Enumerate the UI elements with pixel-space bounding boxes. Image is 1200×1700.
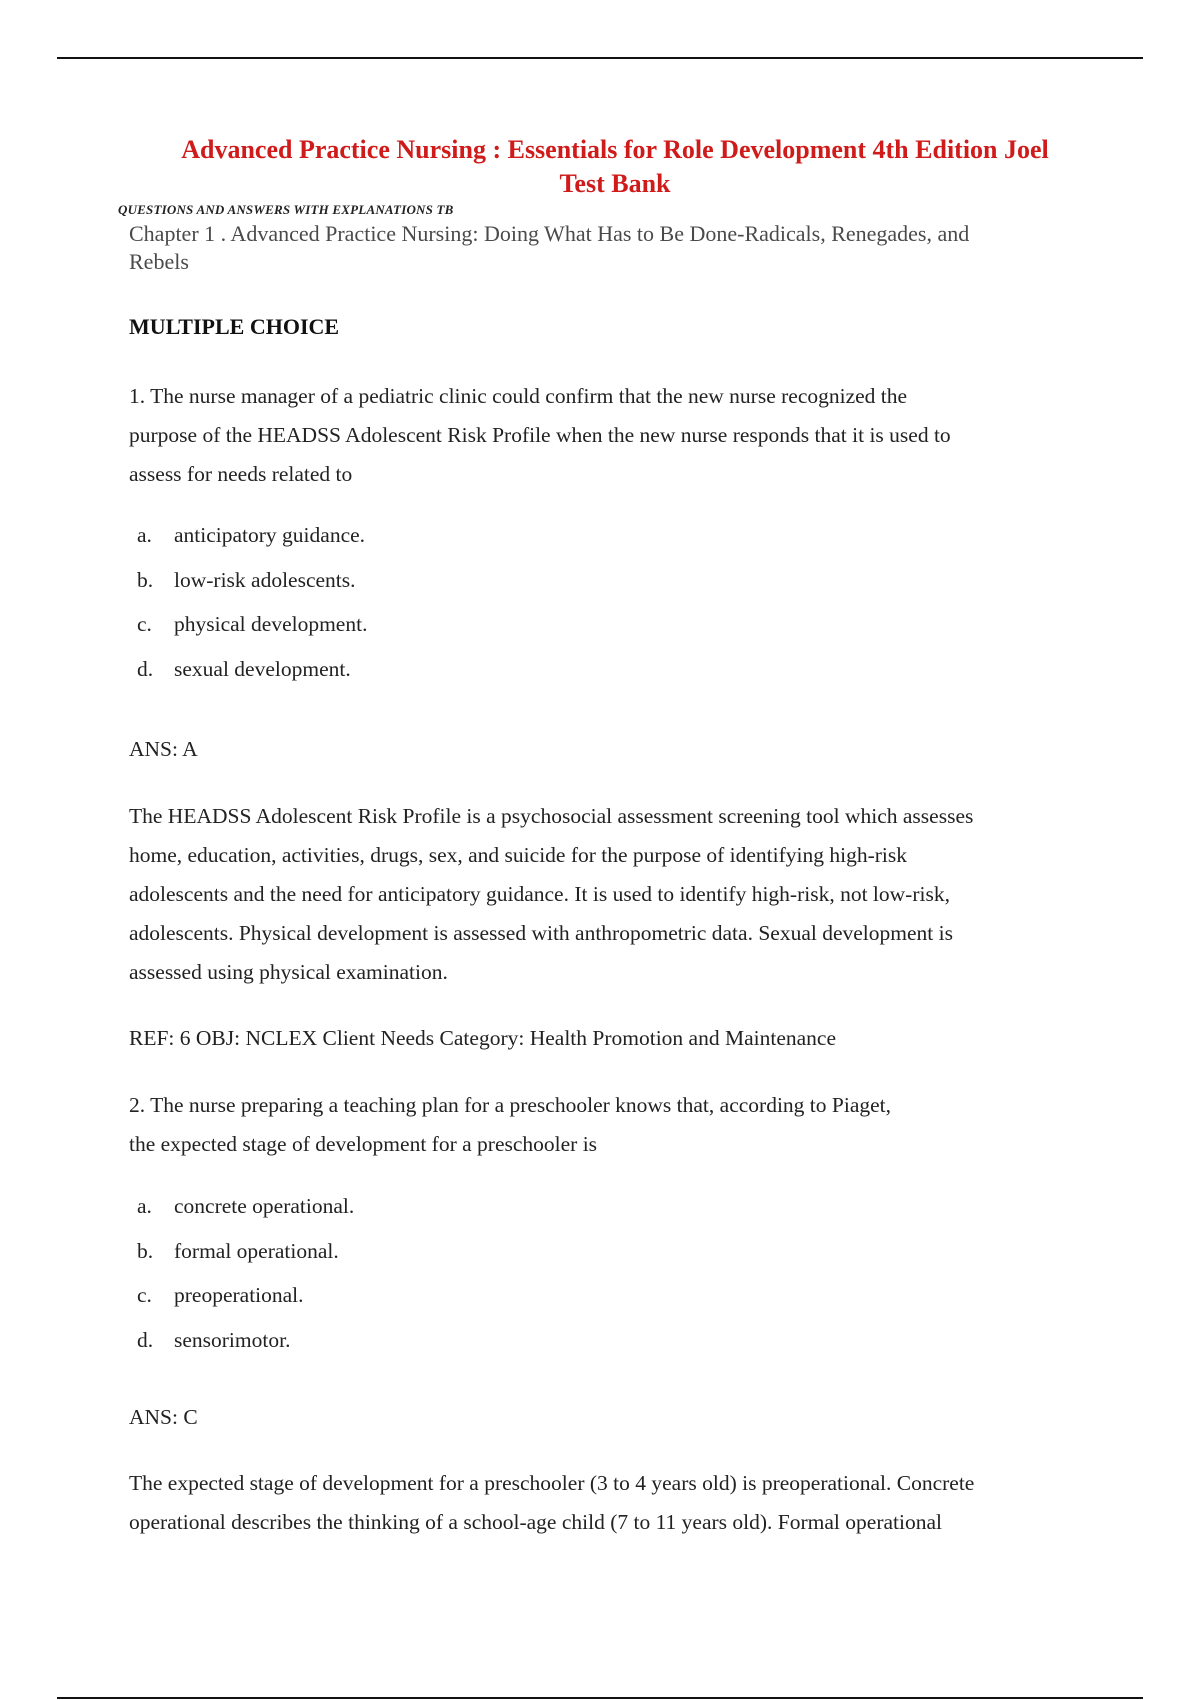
option-text: formal operational. <box>174 1238 339 1263</box>
option-letter: a. <box>137 523 152 547</box>
option-text: concrete operational. <box>174 1194 355 1218</box>
explanation-line: adolescents and the need for anticipatory guidance. It is used to identify high-risk, not low-risk, <box>129 882 950 906</box>
question-stem-line: 2. The nurse preparing a teaching plan for a preschooler knows that, according to Piaget, <box>129 1093 892 1117</box>
option-text: sexual development. <box>174 656 351 681</box>
question-2-explanation <box>129 1464 1099 1542</box>
chapter-line-2: Rebels <box>129 249 189 274</box>
document-subtitle: QUESTIONS AND ANSWERS WITH EXPLANATIONS TB <box>118 202 454 217</box>
question-1-reference: REF: 6 OBJ: NCLEX Client Needs Category: Health Promotion and Maintenance <box>129 1026 837 1050</box>
option-letter: a. <box>137 1194 152 1218</box>
document-title <box>120 133 1110 201</box>
explanation-line: The HEADSS Adolescent Risk Profile is a psychosocial assessment screening tool which assesses <box>129 804 974 828</box>
title-line-1: Advanced Practice Nursing : Essentials for Role Development 4th Edition Joel <box>181 135 1049 164</box>
answer-option <box>137 523 367 548</box>
top-rule <box>57 57 1143 59</box>
explanation-line: adolescents. Physical development is assessed with anthropometric data. Sexual development is <box>129 921 953 945</box>
question-stem-line: the expected stage of development for a preschooler is <box>129 1132 598 1156</box>
question-1-options <box>137 523 367 701</box>
question-1-stem <box>129 377 1099 494</box>
answer-option <box>137 657 367 682</box>
answer-option <box>137 1283 354 1308</box>
question-1-answer: ANS: A <box>129 737 198 761</box>
option-text: low-risk adolescents. <box>174 567 356 592</box>
option-text: physical development. <box>174 612 368 636</box>
explanation-line: home, education, activities, drugs, sex, and suicide for the purpose of identifying high-risk <box>129 843 907 867</box>
chapter-heading <box>129 220 1069 276</box>
option-text: anticipatory guidance. <box>174 523 366 547</box>
option-letter: d. <box>137 656 154 681</box>
explanation-line: operational describes the thinking of a school-age child (7 to 11 years old). Formal operational <box>129 1510 942 1534</box>
option-letter: b. <box>137 1238 154 1263</box>
answer-option <box>137 1328 354 1353</box>
answer-option <box>137 568 367 593</box>
explanation-line: The expected stage of development for a preschooler (3 to 4 years old) is preoperational. Concrete <box>129 1471 975 1495</box>
option-letter: c. <box>137 612 152 636</box>
option-text: preoperational. <box>174 1283 304 1307</box>
question-1-explanation <box>129 797 1099 992</box>
question-2-stem <box>129 1086 1099 1164</box>
question-stem-line: purpose of the HEADSS Adolescent Risk Profile when the new nurse responds that it is used to <box>129 423 951 447</box>
chapter-line-1: Chapter 1 . Advanced Practice Nursing: Doing What Has to Be Done-Radicals, Renegades, and <box>129 221 970 246</box>
option-letter: c. <box>137 1283 152 1307</box>
answer-option <box>137 1239 354 1264</box>
question-2-options <box>137 1194 354 1372</box>
section-title: MULTIPLE CHOICE <box>129 314 340 339</box>
question-stem-line: assess for needs related to <box>129 462 353 486</box>
option-letter: b. <box>137 567 154 592</box>
explanation-line: assessed using physical examination. <box>129 960 448 984</box>
bottom-rule <box>57 1697 1143 1699</box>
title-line-2: Test Bank <box>559 169 671 198</box>
option-letter: d. <box>137 1327 154 1352</box>
question-stem-line: 1. The nurse manager of a pediatric clinic could confirm that the new nurse recognized the <box>129 384 908 408</box>
answer-option <box>137 612 367 637</box>
question-2-answer: ANS: C <box>129 1405 198 1429</box>
answer-option <box>137 1194 354 1219</box>
option-text: sensorimotor. <box>174 1327 291 1352</box>
